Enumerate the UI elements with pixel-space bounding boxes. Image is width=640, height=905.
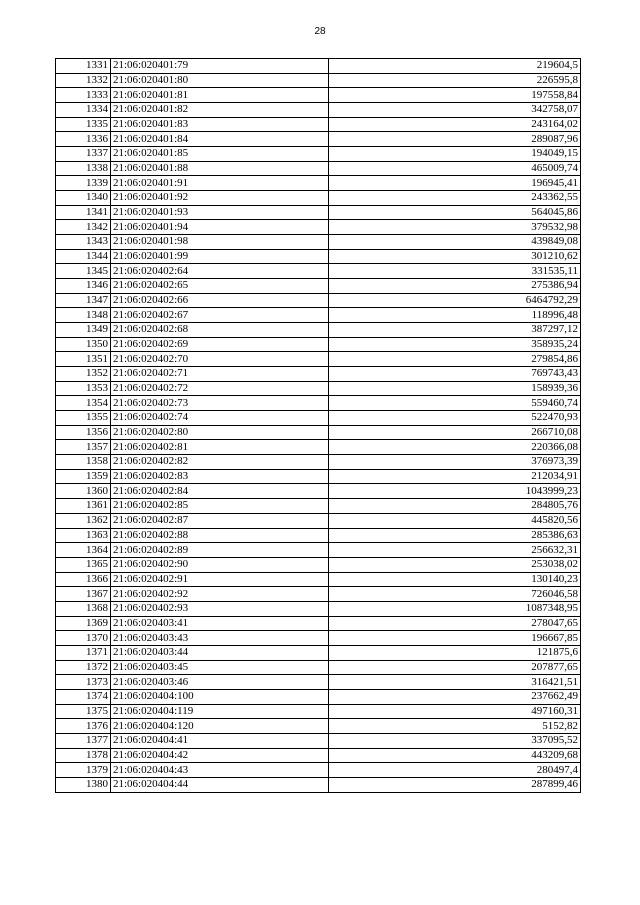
cadastral-value-cell: 5152,82 <box>329 719 581 734</box>
cadastral-value-cell: 522470,93 <box>329 411 581 426</box>
row-number-cell: 1366 <box>56 572 111 587</box>
row-number-cell: 1331 <box>56 59 111 74</box>
table-row <box>56 763 581 778</box>
cadastral-number-cell: 21:06:020402:67 <box>111 308 329 323</box>
table-row <box>56 367 581 382</box>
table-row <box>56 264 581 279</box>
table-row <box>56 469 581 484</box>
cadastral-value-cell: 278047,65 <box>329 616 581 631</box>
row-number-cell: 1335 <box>56 117 111 132</box>
table-row <box>56 777 581 792</box>
row-number-cell: 1348 <box>56 308 111 323</box>
table-row <box>56 205 581 220</box>
cadastral-number-cell: 21:06:020401:98 <box>111 235 329 250</box>
row-number-cell: 1333 <box>56 88 111 103</box>
cadastral-value-cell: 266710,08 <box>329 425 581 440</box>
cadastral-value-cell: 439849,08 <box>329 235 581 250</box>
cadastral-number-cell: 21:06:020402:81 <box>111 440 329 455</box>
cadastral-number-cell: 21:06:020402:83 <box>111 469 329 484</box>
table-row <box>56 689 581 704</box>
cadastral-value-cell: 253038,02 <box>329 557 581 572</box>
table-row <box>56 631 581 646</box>
cadastral-value-cell: 6464792,29 <box>329 293 581 308</box>
row-number-cell: 1340 <box>56 191 111 206</box>
cadastral-number-cell: 21:06:020402:69 <box>111 337 329 352</box>
cadastral-value-cell: 121875,6 <box>329 645 581 660</box>
cadastral-value-cell: 559460,74 <box>329 396 581 411</box>
cadastral-number-cell: 21:06:020402:71 <box>111 367 329 382</box>
row-number-cell: 1337 <box>56 147 111 162</box>
cadastral-number-cell: 21:06:020402:82 <box>111 455 329 470</box>
page-number: 28 <box>314 26 326 37</box>
cadastral-number-cell: 21:06:020404:119 <box>111 704 329 719</box>
cadastral-number-cell: 21:06:020401:88 <box>111 161 329 176</box>
cadastral-number-cell: 21:06:020402:93 <box>111 601 329 616</box>
cadastral-value-cell: 130140,23 <box>329 572 581 587</box>
table-row <box>56 528 581 543</box>
cadastral-value-cell: 379532,98 <box>329 220 581 235</box>
cadastral-value-cell: 212034,91 <box>329 469 581 484</box>
cadastral-value-cell: 243362,55 <box>329 191 581 206</box>
row-number-cell: 1375 <box>56 704 111 719</box>
row-number-cell: 1376 <box>56 719 111 734</box>
row-number-cell: 1341 <box>56 205 111 220</box>
table-row <box>56 645 581 660</box>
cadastral-value-table <box>55 58 581 793</box>
row-number-cell: 1332 <box>56 73 111 88</box>
table-row <box>56 616 581 631</box>
row-number-cell: 1339 <box>56 176 111 191</box>
row-number-cell: 1360 <box>56 484 111 499</box>
table-row <box>56 191 581 206</box>
cadastral-value-cell: 196945,41 <box>329 176 581 191</box>
row-number-cell: 1377 <box>56 733 111 748</box>
cadastral-value-cell: 287899,46 <box>329 777 581 792</box>
cadastral-number-cell: 21:06:020402:84 <box>111 484 329 499</box>
cadastral-number-cell: 21:06:020402:85 <box>111 499 329 514</box>
table-row <box>56 587 581 602</box>
row-number-cell: 1369 <box>56 616 111 631</box>
table-row <box>56 543 581 558</box>
cadastral-value-cell: 564045,86 <box>329 205 581 220</box>
cadastral-number-cell: 21:06:020403:41 <box>111 616 329 631</box>
table-row <box>56 455 581 470</box>
table-row <box>56 748 581 763</box>
cadastral-number-cell: 21:06:020404:41 <box>111 733 329 748</box>
row-number-cell: 1347 <box>56 293 111 308</box>
cadastral-value-cell: 301210,62 <box>329 249 581 264</box>
row-number-cell: 1334 <box>56 103 111 118</box>
cadastral-number-cell: 21:06:020402:90 <box>111 557 329 572</box>
table-row <box>56 323 581 338</box>
table-row <box>56 513 581 528</box>
row-number-cell: 1362 <box>56 513 111 528</box>
row-number-cell: 1342 <box>56 220 111 235</box>
table-row <box>56 572 581 587</box>
table-row <box>56 161 581 176</box>
cadastral-value-cell: 279854,86 <box>329 352 581 367</box>
table-row <box>56 249 581 264</box>
table-row <box>56 499 581 514</box>
cadastral-value-cell: 226595,8 <box>329 73 581 88</box>
row-number-cell: 1370 <box>56 631 111 646</box>
cadastral-number-cell: 21:06:020402:92 <box>111 587 329 602</box>
row-number-cell: 1346 <box>56 279 111 294</box>
row-number-cell: 1363 <box>56 528 111 543</box>
row-number-cell: 1355 <box>56 411 111 426</box>
cadastral-value-cell: 243164,02 <box>329 117 581 132</box>
cadastral-number-cell: 21:06:020402:88 <box>111 528 329 543</box>
cadastral-number-cell: 21:06:020401:82 <box>111 103 329 118</box>
cadastral-value-cell: 118996,48 <box>329 308 581 323</box>
table-row <box>56 601 581 616</box>
table-row <box>56 440 581 455</box>
cadastral-number-cell: 21:06:020402:72 <box>111 381 329 396</box>
cadastral-number-cell: 21:06:020402:74 <box>111 411 329 426</box>
row-number-cell: 1351 <box>56 352 111 367</box>
cadastral-number-cell: 21:06:020402:64 <box>111 264 329 279</box>
cadastral-number-cell: 21:06:020401:93 <box>111 205 329 220</box>
cadastral-number-cell: 21:06:020402:91 <box>111 572 329 587</box>
cadastral-number-cell: 21:06:020402:65 <box>111 279 329 294</box>
cadastral-value-cell: 220366,08 <box>329 440 581 455</box>
cadastral-number-cell: 21:06:020402:70 <box>111 352 329 367</box>
cadastral-value-cell: 376973,39 <box>329 455 581 470</box>
row-number-cell: 1338 <box>56 161 111 176</box>
cadastral-number-cell: 21:06:020401:84 <box>111 132 329 147</box>
cadastral-number-cell: 21:06:020402:68 <box>111 323 329 338</box>
cadastral-number-cell: 21:06:020404:44 <box>111 777 329 792</box>
cadastral-value-cell: 237662,49 <box>329 689 581 704</box>
row-number-cell: 1345 <box>56 264 111 279</box>
cadastral-number-cell: 21:06:020403:43 <box>111 631 329 646</box>
cadastral-number-cell: 21:06:020403:46 <box>111 675 329 690</box>
cadastral-number-cell: 21:06:020401:91 <box>111 176 329 191</box>
row-number-cell: 1354 <box>56 396 111 411</box>
cadastral-number-cell: 21:06:020403:44 <box>111 645 329 660</box>
cadastral-value-cell: 443209,68 <box>329 748 581 763</box>
row-number-cell: 1367 <box>56 587 111 602</box>
cadastral-number-cell: 21:06:020401:79 <box>111 59 329 74</box>
cadastral-value-cell: 337095,52 <box>329 733 581 748</box>
table-row <box>56 352 581 367</box>
table-row <box>56 73 581 88</box>
table-row <box>56 381 581 396</box>
table-row <box>56 660 581 675</box>
cadastral-number-cell: 21:06:020401:83 <box>111 117 329 132</box>
row-number-cell: 1364 <box>56 543 111 558</box>
row-number-cell: 1359 <box>56 469 111 484</box>
cadastral-value-cell: 275386,94 <box>329 279 581 294</box>
cadastral-value-cell: 387297,12 <box>329 323 581 338</box>
table-row <box>56 704 581 719</box>
row-number-cell: 1343 <box>56 235 111 250</box>
row-number-cell: 1373 <box>56 675 111 690</box>
cadastral-number-cell: 21:06:020404:43 <box>111 763 329 778</box>
table-row <box>56 220 581 235</box>
cadastral-value-cell: 769743,43 <box>329 367 581 382</box>
cadastral-number-cell: 21:06:020401:94 <box>111 220 329 235</box>
cadastral-value-cell: 219604,5 <box>329 59 581 74</box>
row-number-cell: 1378 <box>56 748 111 763</box>
row-number-cell: 1361 <box>56 499 111 514</box>
cadastral-value-cell: 316421,51 <box>329 675 581 690</box>
table-row <box>56 337 581 352</box>
table-row <box>56 103 581 118</box>
table-row <box>56 59 581 74</box>
table-row <box>56 425 581 440</box>
cadastral-value-cell: 158939,36 <box>329 381 581 396</box>
cadastral-value-cell: 465009,74 <box>329 161 581 176</box>
table-row <box>56 88 581 103</box>
cadastral-number-cell: 21:06:020404:42 <box>111 748 329 763</box>
cadastral-number-cell: 21:06:020401:99 <box>111 249 329 264</box>
cadastral-value-cell: 285386,63 <box>329 528 581 543</box>
cadastral-value-cell: 207877,65 <box>329 660 581 675</box>
row-number-cell: 1344 <box>56 249 111 264</box>
cadastral-value-cell: 280497,4 <box>329 763 581 778</box>
table-row <box>56 308 581 323</box>
table-row <box>56 484 581 499</box>
row-number-cell: 1380 <box>56 777 111 792</box>
row-number-cell: 1372 <box>56 660 111 675</box>
cadastral-number-cell: 21:06:020402:73 <box>111 396 329 411</box>
row-number-cell: 1371 <box>56 645 111 660</box>
table-row <box>56 293 581 308</box>
cadastral-value-cell: 194049,15 <box>329 147 581 162</box>
cadastral-number-cell: 21:06:020403:45 <box>111 660 329 675</box>
row-number-cell: 1358 <box>56 455 111 470</box>
cadastral-number-cell: 21:06:020404:120 <box>111 719 329 734</box>
row-number-cell: 1353 <box>56 381 111 396</box>
cadastral-number-cell: 21:06:020401:92 <box>111 191 329 206</box>
cadastral-value-cell: 358935,24 <box>329 337 581 352</box>
cadastral-number-cell: 21:06:020402:87 <box>111 513 329 528</box>
row-number-cell: 1374 <box>56 689 111 704</box>
table-row <box>56 396 581 411</box>
cadastral-number-cell: 21:06:020402:89 <box>111 543 329 558</box>
table-row <box>56 176 581 191</box>
table-row <box>56 719 581 734</box>
row-number-cell: 1365 <box>56 557 111 572</box>
row-number-cell: 1352 <box>56 367 111 382</box>
table-row <box>56 117 581 132</box>
row-number-cell: 1379 <box>56 763 111 778</box>
cadastral-value-cell: 256632,31 <box>329 543 581 558</box>
cadastral-value-cell: 197558,84 <box>329 88 581 103</box>
row-number-cell: 1336 <box>56 132 111 147</box>
cadastral-value-cell: 1087348,95 <box>329 601 581 616</box>
row-number-cell: 1357 <box>56 440 111 455</box>
cadastral-number-cell: 21:06:020401:85 <box>111 147 329 162</box>
cadastral-number-cell: 21:06:020404:100 <box>111 689 329 704</box>
cadastral-value-cell: 331535,11 <box>329 264 581 279</box>
table-row <box>56 147 581 162</box>
table-row <box>56 279 581 294</box>
cadastral-number-cell: 21:06:020401:80 <box>111 73 329 88</box>
row-number-cell: 1368 <box>56 601 111 616</box>
cadastral-value-cell: 445820,56 <box>329 513 581 528</box>
cadastral-value-cell: 289087,96 <box>329 132 581 147</box>
cadastral-value-cell: 1043999,23 <box>329 484 581 499</box>
table-row <box>56 733 581 748</box>
table-body <box>56 59 581 793</box>
table-row <box>56 411 581 426</box>
cadastral-value-cell: 196667,85 <box>329 631 581 646</box>
cadastral-number-cell: 21:06:020402:80 <box>111 425 329 440</box>
table-row <box>56 557 581 572</box>
row-number-cell: 1356 <box>56 425 111 440</box>
row-number-cell: 1350 <box>56 337 111 352</box>
cadastral-number-cell: 21:06:020401:81 <box>111 88 329 103</box>
cadastral-value-cell: 342758,07 <box>329 103 581 118</box>
row-number-cell: 1349 <box>56 323 111 338</box>
cadastral-value-cell: 726046,58 <box>329 587 581 602</box>
table-row <box>56 132 581 147</box>
cadastral-number-cell: 21:06:020402:66 <box>111 293 329 308</box>
table-row <box>56 235 581 250</box>
cadastral-value-cell: 497160,31 <box>329 704 581 719</box>
cadastral-value-cell: 284805,76 <box>329 499 581 514</box>
table-row <box>56 675 581 690</box>
